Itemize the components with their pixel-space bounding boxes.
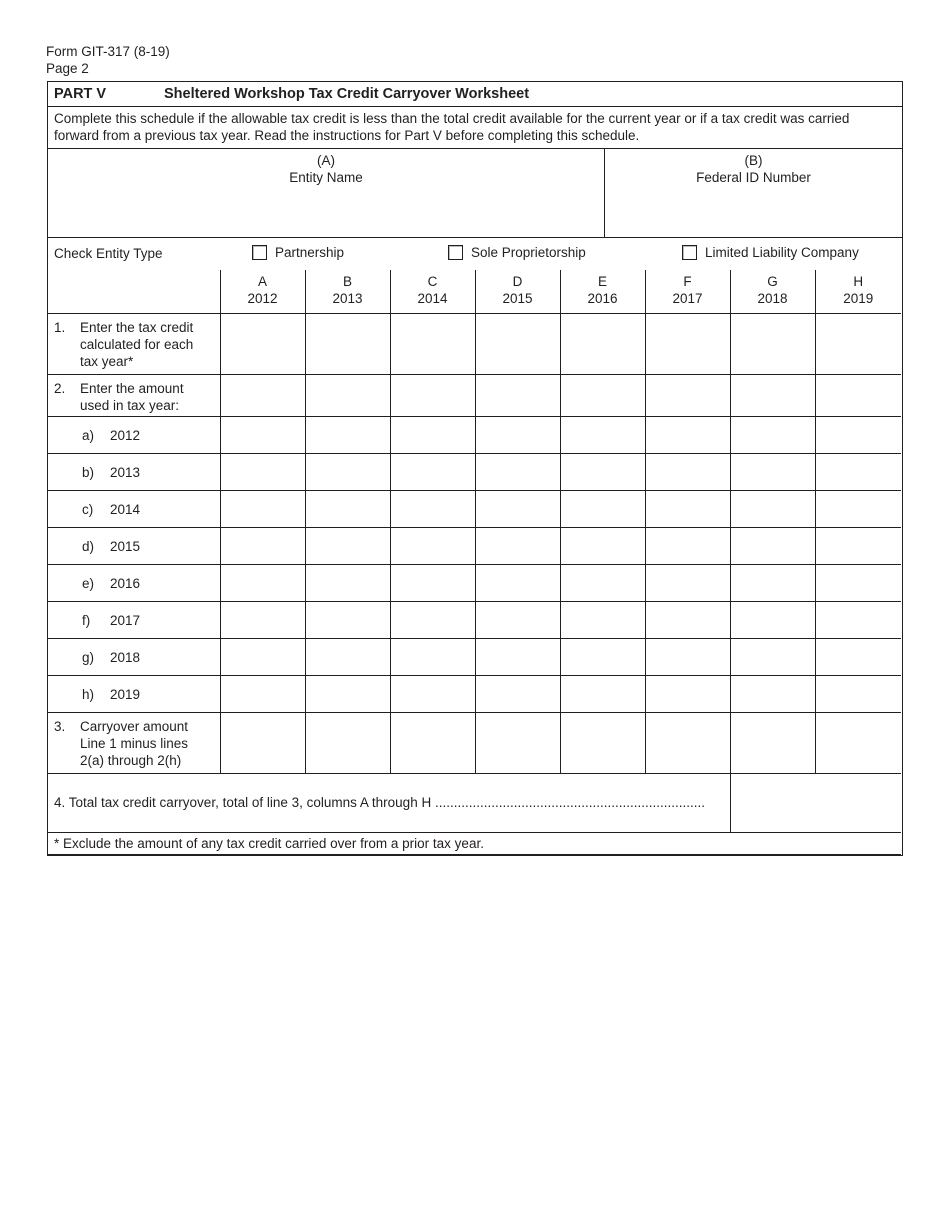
line-2b-row — [48, 453, 901, 490]
line-2a-cell-g[interactable] — [730, 416, 815, 453]
line-3-cell-f[interactable] — [645, 712, 730, 773]
line-2h-cell-b[interactable] — [305, 675, 390, 712]
entity-type-row — [48, 238, 902, 270]
line-2d-cell-h[interactable] — [815, 527, 901, 564]
line-2g-cell-c[interactable] — [390, 638, 475, 675]
line-2f-row — [48, 601, 901, 638]
entity-name-label: Entity Name — [289, 170, 363, 185]
line-2h-label: h) 2019 — [48, 675, 220, 712]
partnership-checkbox[interactable] — [252, 245, 267, 260]
worksheet-form — [47, 81, 903, 856]
line-2d-cell-f[interactable] — [645, 527, 730, 564]
carryover-table — [48, 270, 901, 855]
line-2g-cell-h[interactable] — [815, 638, 901, 675]
line-2a-cell-e[interactable] — [560, 416, 645, 453]
line-2a-cell-b[interactable] — [305, 416, 390, 453]
line-2g-cell-d[interactable] — [475, 638, 560, 675]
line-2c-label: c) 2014 — [48, 490, 220, 527]
line-2e-label: e) 2016 — [48, 564, 220, 601]
entity-info-row — [48, 149, 902, 238]
line-2e-cell-g[interactable] — [730, 564, 815, 601]
column-header-c: C 2014 — [390, 270, 475, 313]
line-2g-row — [48, 638, 901, 675]
column-header-e: E 2016 — [560, 270, 645, 313]
llc-option[interactable] — [682, 245, 859, 260]
line-2h-cell-h[interactable] — [815, 675, 901, 712]
line-1-cell-c[interactable] — [390, 313, 475, 374]
line-2b-label: b) 2013 — [48, 453, 220, 490]
line-2-row — [48, 374, 901, 416]
line-2d-cell-a[interactable] — [220, 527, 305, 564]
line-2f-cell-f[interactable] — [645, 601, 730, 638]
line-2a-cell-f[interactable] — [645, 416, 730, 453]
line-2b-cell-a[interactable] — [220, 453, 305, 490]
line-2-cell-b — [305, 374, 390, 416]
federal-id-letter: (B) — [744, 153, 763, 168]
line-2f-cell-h[interactable] — [815, 601, 901, 638]
line-2c-cell-e[interactable] — [560, 490, 645, 527]
line-2a-cell-a[interactable] — [220, 416, 305, 453]
federal-id-label: Federal ID Number — [696, 170, 811, 185]
line-2e-cell-b[interactable] — [305, 564, 390, 601]
line-2d-label: d) 2015 — [48, 527, 220, 564]
llc-checkbox[interactable] — [682, 245, 697, 260]
instructions — [48, 107, 902, 149]
line-2b-cell-f[interactable] — [645, 453, 730, 490]
part-title: Sheltered Workshop Tax Credit Carryover Worksheet — [164, 86, 530, 102]
column-header-a: A 2012 — [220, 270, 305, 313]
line-2g-cell-e[interactable] — [560, 638, 645, 675]
line-3-cell-h[interactable] — [815, 712, 901, 773]
line-2a-cell-d[interactable] — [475, 416, 560, 453]
column-header-f: F 2017 — [645, 270, 730, 313]
line-1-row — [48, 313, 901, 374]
line-2b-cell-c[interactable] — [390, 453, 475, 490]
column-header-g: G 2018 — [730, 270, 815, 313]
line-1-cell-h[interactable] — [815, 313, 901, 374]
line-2c-row — [48, 490, 901, 527]
line-2h-row — [48, 675, 901, 712]
line-4-total-cell[interactable] — [730, 773, 901, 832]
line-2b-cell-d[interactable] — [475, 453, 560, 490]
line-2h-cell-c[interactable] — [390, 675, 475, 712]
line-2f-label: f) 2017 — [48, 601, 220, 638]
line-2-cell-e — [560, 374, 645, 416]
line-2-cell-c — [390, 374, 475, 416]
entity-type-label: Check Entity Type — [54, 246, 163, 261]
line-2b-cell-e[interactable] — [560, 453, 645, 490]
sole-proprietorship-checkbox[interactable] — [448, 245, 463, 260]
form-id: Form GIT-317 (8-19) — [46, 44, 170, 59]
line-2g-cell-b[interactable] — [305, 638, 390, 675]
line-2h-cell-a[interactable] — [220, 675, 305, 712]
line-2a-label: a) 2012 — [48, 416, 220, 453]
line-2e-cell-h[interactable] — [815, 564, 901, 601]
line-2d-row — [48, 527, 901, 564]
line-2d-cell-e[interactable] — [560, 527, 645, 564]
line-3-cell-b[interactable] — [305, 712, 390, 773]
line-2f-cell-e[interactable] — [560, 601, 645, 638]
entity-name-field[interactable] — [48, 149, 605, 237]
line-2h-cell-d[interactable] — [475, 675, 560, 712]
entity-name-letter: (A) — [317, 153, 335, 168]
line-2h-cell-f[interactable] — [645, 675, 730, 712]
line-2e-cell-d[interactable] — [475, 564, 560, 601]
line-3-label: 3. Carryover amount Line 1 minus lines 2(a) through 2(h) — [48, 712, 220, 773]
line-2f-cell-d[interactable] — [475, 601, 560, 638]
column-header-b: B 2013 — [305, 270, 390, 313]
line-2f-cell-c[interactable] — [390, 601, 475, 638]
line-2g-label: g) 2018 — [48, 638, 220, 675]
line-2h-cell-e[interactable] — [560, 675, 645, 712]
line-3-cell-d[interactable] — [475, 712, 560, 773]
line-3-cell-c[interactable] — [390, 712, 475, 773]
part-label: PART V — [54, 86, 107, 102]
partnership-option[interactable] — [252, 245, 344, 260]
line-2e-cell-c[interactable] — [390, 564, 475, 601]
line-1-cell-e[interactable] — [560, 313, 645, 374]
line-2c-cell-f[interactable] — [645, 490, 730, 527]
instructions-line-1: Complete this schedule if the allowable tax credit is less than the total credit available for the current year or if a tax credit was carried — [54, 111, 850, 126]
footnote-row — [48, 832, 901, 854]
line-2f-cell-a[interactable] — [220, 601, 305, 638]
line-3-row — [48, 712, 901, 773]
line-1-cell-g[interactable] — [730, 313, 815, 374]
line-2c-cell-b[interactable] — [305, 490, 390, 527]
line-2-cell-a — [220, 374, 305, 416]
line-2b-cell-g[interactable] — [730, 453, 815, 490]
line-2b-cell-b[interactable] — [305, 453, 390, 490]
page-number: Page 2 — [46, 61, 89, 76]
line-2h-cell-g[interactable] — [730, 675, 815, 712]
line-2f-cell-g[interactable] — [730, 601, 815, 638]
line-2d-cell-b[interactable] — [305, 527, 390, 564]
line-2a-row — [48, 416, 901, 453]
federal-id-field[interactable] — [605, 149, 902, 240]
line-2c-cell-c[interactable] — [390, 490, 475, 527]
part-title-bar — [48, 82, 902, 107]
sole-proprietorship-option[interactable] — [448, 245, 586, 260]
line-3-cell-a[interactable] — [220, 712, 305, 773]
line-4-row — [48, 773, 901, 832]
line-3-cell-e[interactable] — [560, 712, 645, 773]
line-2-cell-d — [475, 374, 560, 416]
line-2f-cell-b[interactable] — [305, 601, 390, 638]
line-2e-cell-a[interactable] — [220, 564, 305, 601]
line-2a-cell-h[interactable] — [815, 416, 901, 453]
header-blank-cell — [48, 270, 220, 313]
line-1-cell-d[interactable] — [475, 313, 560, 374]
line-1-cell-f[interactable] — [645, 313, 730, 374]
instructions-line-2: forward from a previous tax year. Read the instructions for Part V before completing this schedule. — [54, 128, 640, 143]
line-2g-cell-g[interactable] — [730, 638, 815, 675]
line-2-cell-g — [730, 374, 815, 416]
sole-proprietorship-label: Sole Proprietorship — [471, 245, 586, 260]
line-2d-cell-c[interactable] — [390, 527, 475, 564]
line-2-label: 2. Enter the amount used in tax year: — [48, 374, 220, 416]
line-2e-row — [48, 564, 901, 601]
line-2b-cell-h[interactable] — [815, 453, 901, 490]
form-header — [46, 43, 170, 77]
line-1-label: 1. Enter the tax credit calculated for each tax year* — [48, 313, 220, 374]
line-2e-cell-f[interactable] — [645, 564, 730, 601]
llc-label: Limited Liability Company — [705, 245, 859, 260]
line-2c-cell-a[interactable] — [220, 490, 305, 527]
line-4-label: 4. Total tax credit carryover, total of line 3, columns A through H ........................................................................ — [48, 773, 730, 832]
line-2-cell-h — [815, 374, 901, 416]
line-3-cell-g[interactable] — [730, 712, 815, 773]
line-2g-cell-f[interactable] — [645, 638, 730, 675]
line-2d-cell-d[interactable] — [475, 527, 560, 564]
footnote: * Exclude the amount of any tax credit carried over from a prior tax year. — [48, 832, 901, 854]
line-1-cell-a[interactable] — [220, 313, 305, 374]
line-2a-cell-c[interactable] — [390, 416, 475, 453]
partnership-label: Partnership — [275, 245, 345, 260]
column-header-d: D 2015 — [475, 270, 560, 313]
column-header-h: H 2019 — [815, 270, 901, 313]
line-2e-cell-e[interactable] — [560, 564, 645, 601]
line-2c-cell-d[interactable] — [475, 490, 560, 527]
line-1-cell-b[interactable] — [305, 313, 390, 374]
line-2g-cell-a[interactable] — [220, 638, 305, 675]
column-header-row — [48, 270, 901, 313]
line-2c-cell-g[interactable] — [730, 490, 815, 527]
line-2c-cell-h[interactable] — [815, 490, 901, 527]
line-2-cell-f — [645, 374, 730, 416]
line-2d-cell-g[interactable] — [730, 527, 815, 564]
